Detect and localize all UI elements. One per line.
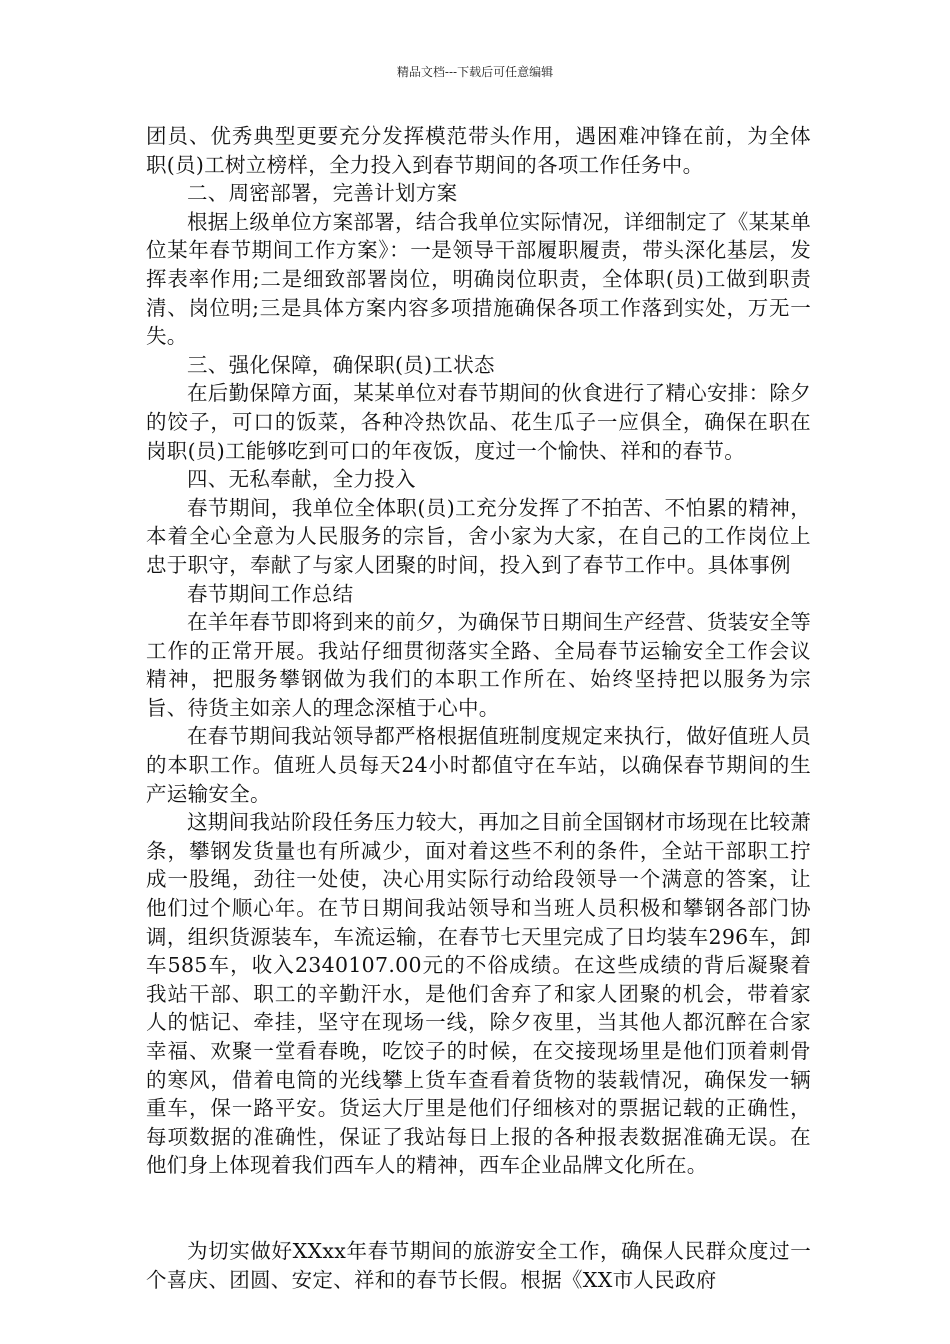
document-body [146, 122, 811, 1294]
paragraph: 春节期间，我单位全体职(员)工充分发挥了不拍苦、不怕累的精神，本着全心全意为人民服务的宗旨，舍小家为大家，在自己的工作岗位上忠于职守，奉献了与家人团聚的时间，投入到了春节工作中。具体事例 [146, 495, 811, 577]
paragraph: 根据上级单位方案部署，结合我单位实际情况，详细制定了《某某单位某年春节期间工作方案》：一是领导干部履职履责，带头深化基层，发挥表率作用;二是细致部署岗位，明确岗位职责，全体职(员)工做到职责清、岗位明;三是具体方案内容多项措施确保各项工作落到实处，万无一失。 [146, 209, 811, 349]
paragraph: 为切实做好XXxx年春节期间的旅游安全工作，确保人民群众度过一个喜庆、团圆、安定、祥和的春节长假。根据《XX市人民政府 [146, 1238, 811, 1292]
paragraph: 这期间我站阶段任务压力较大，再加之目前全国钢材市场现在比较萧条，攀钢发货量也有所减少，面对着这些不利的条件，全站干部职工拧成一股绳，劲往一处使，决心用实际行动给段领导一个满意的答案，让他们过个顺心年。在节日期间我站领导和当班人员积极和攀钢各部门协调，组织货源装车，车流运输，在春节七天里完成了日均装车296车，卸车585车，收入2340107.00元的不俗成绩。在这些成绩的背后凝聚着我站干部、职工的辛勤汗水，是他们舍弃了和家人团聚的机会，带着家人的惦记、牵挂，坚守在现场一线，除夕夜里，当其他人都沉醉在合家幸福、欢聚一堂看春晚，吃饺子的时候，在交接现场里是他们顶着刺骨的寒风，借着电筒的光线攀上货车查看着货物的装载情况，确保发一辆重车，保一路平安。货运大厅里是他们仔细核对的票据记载的正确性，每项数据的准确性，保证了我站每日上报的各种报表数据准确无误。在他们身上体现着我们西车人的精神，西车企业品牌文化所在。 [146, 810, 811, 1178]
section-title: 春节期间工作总结 [187, 581, 354, 606]
paragraph: 在后勤保障方面，某某单位对春节期间的伙食进行了精心安排：除夕的饺子，可口的饭菜，各种冷热饮品、花生瓜子一应俱全，确保在职在岗职(员)工能够吃到可口的年夜饭，度过一个愉快、祥和的春节。 [146, 381, 811, 463]
section-heading-2: 二、周密部署，完善计划方案 [187, 181, 458, 206]
section-heading-4: 四、无私奉献，全力投入 [187, 467, 416, 492]
paragraph-spacer [146, 1180, 811, 1237]
section-heading-3: 三、强化保障，确保职(员)工状态 [187, 352, 495, 377]
paragraph-continuation: 团员、优秀典型更要充分发挥模范带头作用，遇困难冲锋在前，为全体职(员)工树立榜样，全力投入到春节期间的各项工作任务中。 [146, 124, 811, 177]
page-header: 精品文档---下载后可任意编辑 [396, 65, 554, 79]
paragraph: 在羊年春节即将到来的前夕，为确保节日期间生产经营、货装安全等工作的正常开展。我站仔细贯彻落实全路、全局春节运输安全工作会议精神，把服务攀钢做为我们的本职工作所在、始终坚持把以服务为宗旨、待货主如亲人的理念深植于心中。 [146, 610, 811, 720]
paragraph: 在春节期间我站领导都严格根据值班制度规定来执行，做好值班人员的本职工作。值班人员每天24小时都值守在车站，以确保春节期间的生产运输安全。 [146, 724, 811, 806]
